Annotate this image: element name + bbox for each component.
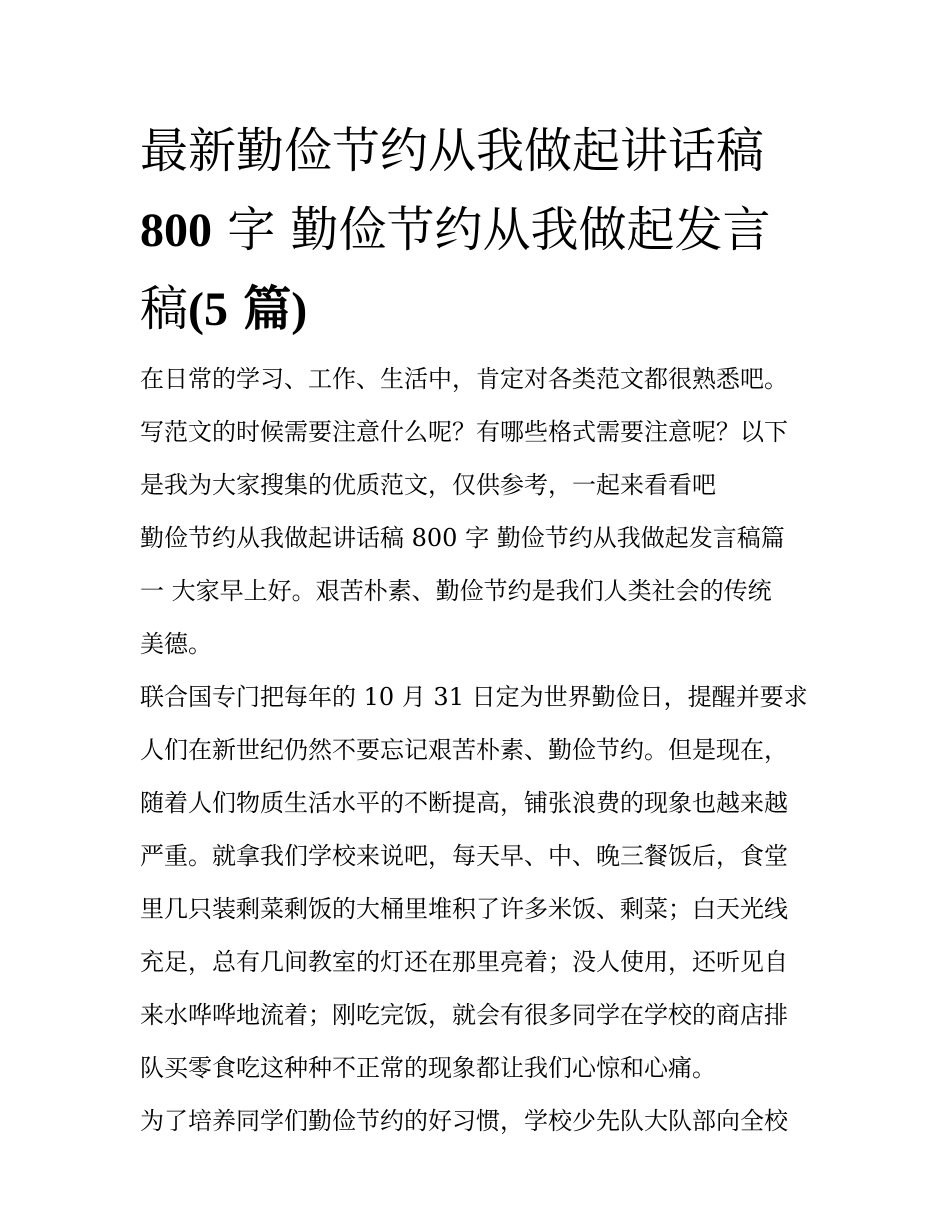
body-line: 联合国专门把每年的 10 月 31 日定为世界勤俭日，提醒并要求 — [140, 683, 808, 711]
body-line: 里几只装剩菜剩饭的大桶里堆积了许多米饭、剩菜；白天光线 — [140, 895, 788, 923]
body-line: 在日常的学习、工作、生活中，肯定对各类范文都很熟悉吧。 — [140, 365, 788, 393]
body-line: 来水哗哗地流着；刚吃完饭，就会有很多同学在学校的商店排 — [140, 1001, 788, 1029]
title-number-800: 800 — [140, 204, 212, 257]
title-text-1: 最新勤俭节约从我做起讲话稿 — [140, 123, 765, 179]
body-line: 严重。就拿我们学校来说吧，每天早、中、晚三餐饭后，食堂 — [140, 842, 788, 870]
body-line: 随着人们物质生活水平的不断提高，铺张浪费的现象也越来越 — [140, 789, 788, 817]
title-text-3: 稿 — [140, 281, 189, 337]
title-line-2 — [140, 191, 820, 270]
document-body — [140, 353, 820, 1148]
body-line: 是我为大家搜集的优质范文，仅供参考，一起来看看吧 — [140, 471, 716, 499]
body-line: 队买零食吃这种种不正常的现象都让我们心惊和心痛。 — [140, 1054, 716, 1082]
body-line: 美德。 — [140, 630, 212, 658]
document-page — [140, 112, 820, 1148]
document-title — [140, 112, 820, 349]
title-line-3 — [140, 270, 820, 349]
body-line: 写范文的时候需要注意什么呢？有哪些格式需要注意呢？以下 — [140, 418, 788, 446]
body-line: 勤俭节约从我做起讲话稿 800 字 勤俭节约从我做起发言稿篇 — [140, 524, 785, 552]
title-line-1 — [140, 112, 820, 191]
title-text-2: 字 勤俭节约从我做起发言 — [227, 202, 771, 258]
title-number-5: (5 — [188, 283, 228, 336]
title-text-4: 篇) — [243, 283, 308, 336]
body-line: 一 大家早上好。艰苦朴素、勤俭节约是我们人类社会的传统 — [140, 577, 772, 605]
body-line: 人们在新世纪仍然不要忘记艰苦朴素、勤俭节约。但是现在， — [140, 736, 788, 764]
body-line: 充足，总有几间教室的灯还在那里亮着；没人使用，还听见自 — [140, 948, 788, 976]
body-line: 为了培养同学们勤俭节约的好习惯，学校少先队大队部向全校 — [140, 1107, 788, 1135]
